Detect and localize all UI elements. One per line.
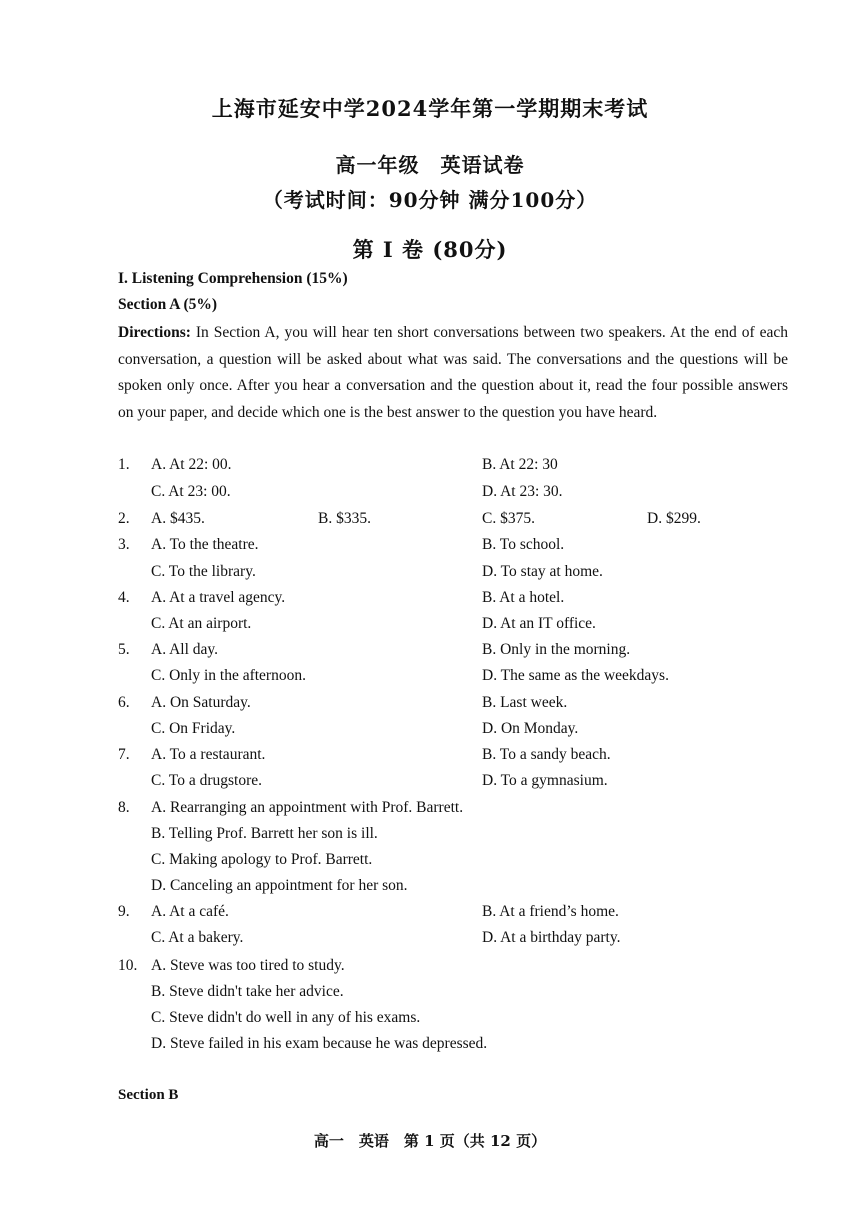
question-number: 2. xyxy=(118,510,130,527)
option-c: C. To the library. xyxy=(151,563,256,580)
option-d: D. Canceling an appointment for her son. xyxy=(151,877,408,894)
question-number: 5. xyxy=(118,641,130,658)
question-number: 7. xyxy=(118,746,130,763)
option-b: B. Telling Prof. Barrett her son is ill. xyxy=(151,825,378,842)
option-d: D. To stay at home. xyxy=(482,563,603,580)
option-c: C. Making apology to Prof. Barrett. xyxy=(151,851,373,868)
option-a: A. At a café. xyxy=(151,903,229,920)
option-c: C. Steve didn't do well in any of his exams. xyxy=(151,1009,421,1026)
listening-heading: I. Listening Comprehension (15%) xyxy=(118,270,348,287)
question-number: 6. xyxy=(118,694,130,711)
exam-title: 上海市延安中学2024学年第一学期期末考试 xyxy=(211,96,649,121)
option-b: B. To a sandy beach. xyxy=(482,746,611,763)
exam-subtitle: 高一年级 英语试卷 xyxy=(335,153,525,177)
option-b: B. Only in the morning. xyxy=(482,641,631,658)
option-b: B. $335. xyxy=(318,510,371,527)
option-d: D. To a gymnasium. xyxy=(482,772,608,789)
option-a: A. Rearranging an appointment with Prof. Barrett. xyxy=(151,799,464,816)
option-a: A. All day. xyxy=(151,641,219,658)
question-number: 9. xyxy=(118,903,130,920)
option-d: D. At a birthday party. xyxy=(482,929,621,946)
option-b: B. At a hotel. xyxy=(482,589,565,606)
option-c: C. Only in the afternoon. xyxy=(151,667,306,684)
option-a: A. At a travel agency. xyxy=(151,589,286,606)
question-number: 4. xyxy=(118,589,130,606)
option-d: D. $299. xyxy=(647,510,701,527)
option-c: C. To a drugstore. xyxy=(151,772,262,789)
option-a: A. $435. xyxy=(151,510,205,527)
question-number: 8. xyxy=(118,799,130,816)
option-d: D. The same as the weekdays. xyxy=(482,667,669,684)
option-c: C. At 23: 00. xyxy=(151,483,231,500)
option-c: C. At an airport. xyxy=(151,615,252,632)
page-footer: 高一 英语 第 1 页（共 12 页） xyxy=(313,1132,547,1150)
option-c: C. At a bakery. xyxy=(151,929,244,946)
option-d: D. At an IT office. xyxy=(482,615,596,632)
question-number: 10. xyxy=(118,957,138,974)
option-a: A. Steve was too tired to study. xyxy=(151,957,345,974)
option-a: A. To the theatre. xyxy=(151,536,259,553)
option-b: B. At 22: 30 xyxy=(482,456,558,473)
section-b-heading: Section B xyxy=(118,1087,179,1103)
exam-info: （考试时间：90分钟 满分100分） xyxy=(262,188,598,212)
option-c: C. On Friday. xyxy=(151,720,236,737)
option-b: B. Steve didn't take her advice. xyxy=(151,983,344,1000)
option-b: B. At a friend’s home. xyxy=(482,903,619,920)
section-a-heading: Section A (5%) xyxy=(118,296,218,313)
question-number: 3. xyxy=(118,536,130,553)
directions-paragraph xyxy=(118,320,788,426)
directions-label: Directions: xyxy=(118,324,191,341)
option-a: A. To a restaurant. xyxy=(151,746,266,763)
option-d: D. At 23: 30. xyxy=(482,483,563,500)
option-d: D. On Monday. xyxy=(482,720,579,737)
option-b: B. To school. xyxy=(482,536,565,553)
option-c: C. $375. xyxy=(482,510,535,527)
part-heading: 第 I 卷 (80分) xyxy=(352,237,508,262)
question-number: 1. xyxy=(118,456,130,473)
option-a: A. On Saturday. xyxy=(151,694,251,711)
directions-text: In Section A, you will hear ten short conversations between two speakers. At the end of each conversation, a question will be asked about what was said. The conversations and the questions will be spoken only once. After you hear a conversation and the question about it, read the four possible answers on your paper, and decide which one is the best answer to the question you have heard. xyxy=(118,324,788,421)
option-a: A. At 22: 00. xyxy=(151,456,232,473)
option-d: D. Steve failed in his exam because he was depressed. xyxy=(151,1035,488,1052)
option-b: B. Last week. xyxy=(482,694,568,711)
